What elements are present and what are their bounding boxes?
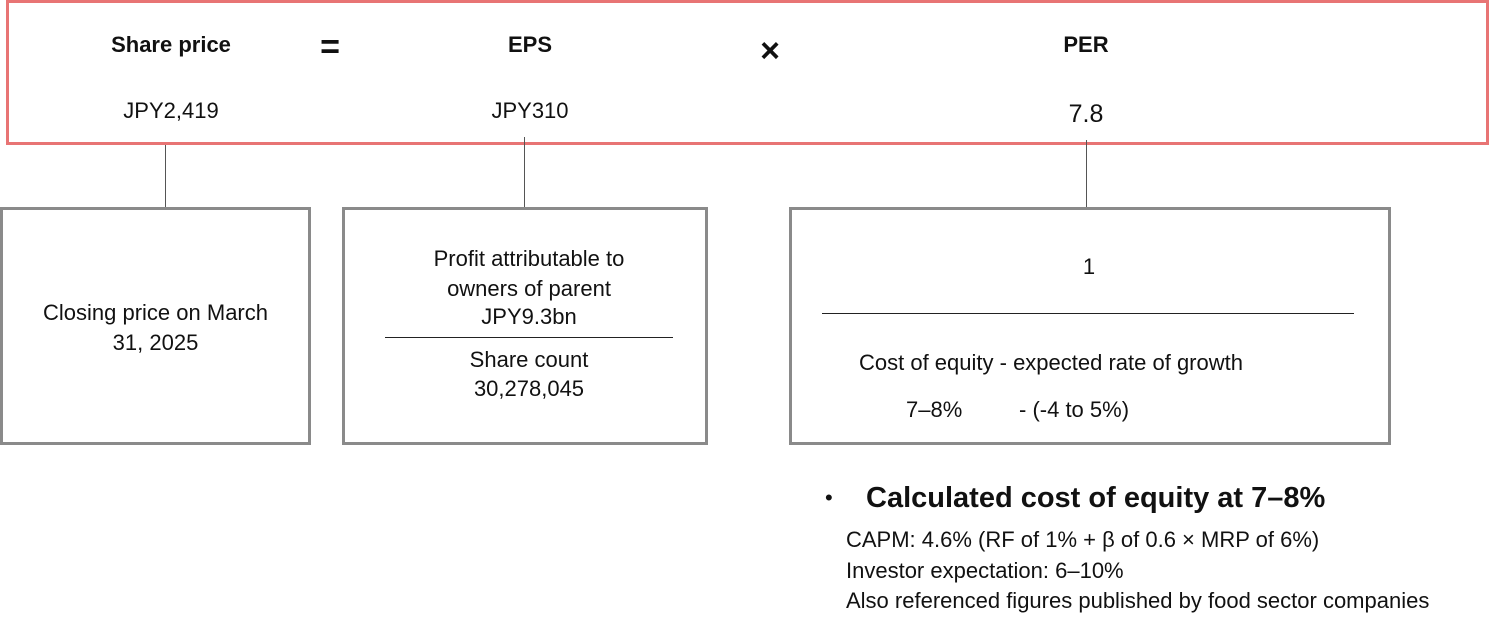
eps-connector (524, 137, 525, 208)
closing-price-line2: 31, 2025 (112, 330, 199, 355)
times-sign: × (760, 32, 780, 70)
share-price-value: JPY2,419 (123, 98, 219, 123)
per-connector (1086, 140, 1087, 208)
per-denominator: Cost of equity - expected rate of growth (859, 350, 1243, 375)
eps-denominator-line1: Share count (469, 347, 589, 372)
eps-numerator-line3: JPY9.3bn (481, 304, 577, 329)
eps-fraction-bar (385, 337, 673, 338)
equals-sign: = (320, 28, 340, 66)
growth-range: - (-4 to 5%) (1019, 397, 1130, 422)
closing-price-line1: Closing price on March (43, 300, 268, 325)
cost-of-equity-range: 7–8% (906, 397, 963, 422)
per-fraction-bar (822, 313, 1354, 314)
investor-expectation-note: Investor expectation: 6–10% (846, 558, 1124, 583)
eps-numerator-line2: owners of parent (447, 276, 611, 301)
cost-of-equity-heading: Calculated cost of equity at 7–8% (866, 482, 1326, 514)
eps-value: JPY310 (491, 98, 569, 123)
eps-label: EPS (507, 32, 553, 57)
per-value: 7.8 (1068, 100, 1104, 128)
share-price-connector (165, 145, 166, 208)
share-price-label: Share price (111, 32, 231, 57)
food-sector-note: Also referenced figures published by food sector companies (846, 588, 1430, 613)
eps-denominator-line2: 30,278,045 (473, 376, 585, 401)
eps-numerator-line1: Profit attributable to (433, 246, 625, 271)
bullet-icon: • (825, 485, 833, 510)
per-label: PER (1063, 32, 1109, 57)
per-numerator: 1 (1082, 254, 1096, 279)
capm-note: CAPM: 4.6% (RF of 1% + β of 0.6 × MRP of 6%) (846, 527, 1320, 552)
